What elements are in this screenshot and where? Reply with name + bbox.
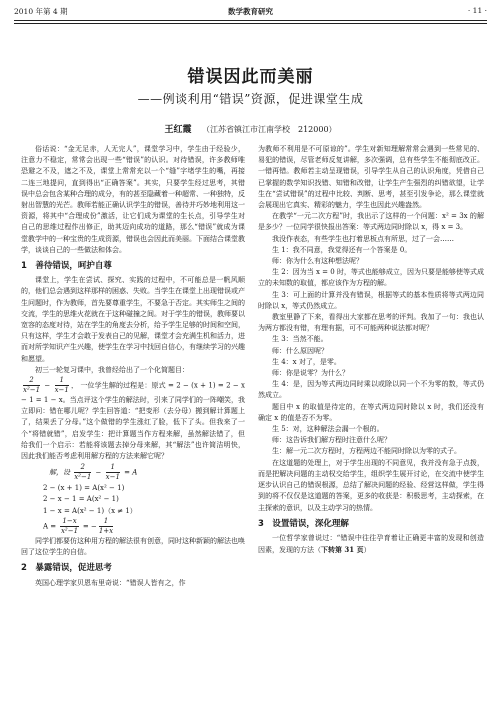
dialogue-line: 生 3：可上面的计算并没有错误，根据等式的基本性质将等式两边同时除以 x，等式仍然成立。 — [258, 290, 484, 310]
article-title: 错误因此而美丽 — [187, 67, 314, 87]
dialogue-line: 生 1：我不同意，我觉得还有一个答案是 0。 — [272, 245, 412, 254]
article-subtitle: ——例谈利用“错误”资源，促进课堂生成 — [137, 92, 364, 106]
right-paragraph-4: 在这道题的处理上，对于学生出现的不同意见，我并没有急于点拨，而是把解决问题的主动权交给学生，组织学生展开讨论，在交流中使学生逐步认识自己的错误根源，总结了解决问题的经验、经营这样做，学生得到的将不仅仅是这道题的答案，更多的收获是：积极思考，主动探索，在主探索的意识，以及主动学习的热情。 — [258, 458, 484, 512]
intro-paragraph: 俗话说：“金无足赤，人无完人”，课堂学习中，学生由于经验少，注意力不稳定，常常会出现一些“错误”的认识。对待错误，许多教师唯恐避之不及，遮之不及，课堂上常常充以一个“缝”字堵学生的嘴，再接二连三地提问，直到得出“正确答案”。其实，只要学生经过思考，其错误中总会包含某种合理的成分，有的甚至隐藏着一种超常、一种独特，反射出智慧的光芒。教师若能正确认识学生的错误，善待并巧妙地利用这一资源，将其中“合理成份”激活，让它们成为课堂的生长点，引导学生对自己的思维过程作出修正，助其迈向成功的道路，那么“错误”就成为课堂教学中的一种宝贵的生成资源，错误也会因此而美丽。下面结合课堂教学，谈谈自己的一些做法和体会。 — [21, 145, 245, 254]
dialogue-line: 生 4：是，因为等式两边同时乘以或除以同一个不为零的数，等式仍然成立。 — [258, 380, 484, 400]
solution-step-2: 2 − x − 1 = A(x² − 1) — [43, 495, 119, 504]
right-column — [258, 144, 484, 556]
author-affiliation: （江苏省镇江市江南学校 212000） — [202, 125, 337, 134]
section-2-paragraph: 英国心理学家贝恩布里奇说：“错误人皆有之，作 — [35, 578, 186, 587]
header-rule — [14, 20, 487, 21]
section-3-heading: 3 设置错误，深化理解 — [258, 518, 349, 529]
dialogue-line: 师：你为什么有这种想法呢？ — [272, 257, 363, 266]
section-1-paragraph: 课堂上，学生在尝试、探究、实践的过程中，不可能总是一帆风顺的，他们总会遇到这样那样的困惑、失败。当学生在课堂上出现错误或产生问题时，作为教师，首先要尊重学生，不要急于否定。其实师生之间的交流，学生的思维火花就在于这种碰撞之间。对于学生的错误，教师要以宽容的态度对待，站在学生的角度去分析，给予学生足够的时间和空间，只有这样，学生才会敢于发表自己的见解，课堂才会充满生机和活力，进而对所学知识产生兴趣，使学生在学习中找回自信心，有继续学习的兴趣和愿望。 — [21, 276, 245, 363]
dialogue-line: 生：解一元二次方程时，方程两边不能同时除以为零的式子。 — [272, 447, 461, 456]
right-paragraph-1: 为教师不利用是不可原谅的”。学生对新知理解常常会遇到一些常见的、易犯的错误，尽管老师反复讲解，多次强调，总有些学生不能彻底改正。一错再错。教师若主动呈现错误，引导学生从自己的认识角度，凭借自己已掌握的数学知识找错、知错和改错，让学生产生强烈的纠错欲望，让学生在“尝试错误”的过程中比较、判断、思考，甚至引发争论，那么课堂就会展现出它真实、精彩的魅力，学生也因此兴趣盎然。 — [258, 145, 484, 210]
header-rule-thin — [14, 23, 487, 24]
continued-note: 下转第 31 页 — [321, 545, 364, 555]
dialogue-line: 师：什么原因呢？ — [272, 346, 328, 355]
section-1-example-intro: 初三一轮复习课中，我曾经给出了一个化简题目： — [35, 365, 189, 374]
dialogue-line: 生 5：对，这种解法会漏一个根的。 — [272, 425, 384, 434]
running-header — [14, 6, 487, 20]
fraction-expression: $\frac{2}{\text{x²−1}}$ — [23, 376, 41, 395]
author-name: 王红霞 — [164, 125, 192, 135]
section-3-paragraph: 一位哲学家曾说过：“错误中往往孕育着让正确更丰富的发现和创造因素，发现的方法（下转第 31 页） — [258, 533, 484, 555]
right-paragraph-3: 我没作表态，有些学生也打着思板点有所思，过了一会…… — [272, 234, 454, 243]
dialogue-line: 师：你是说零？为什么？ — [272, 369, 349, 378]
dialogue-line: 题目中 x 的取值是待定的，在等式两边同时除以 x 时，我们还没有确定 x 的值是否不为零。 — [258, 402, 484, 422]
dialogue-line: 生 4：x 对了，是零。 — [272, 357, 341, 366]
solution-result: A = $\frac{1-x}{\text{x²−1}}$ = − $\frac{1}{1+x}$ — [43, 516, 114, 535]
page-number: · 11 · — [467, 6, 487, 15]
left-column — [21, 144, 245, 589]
solution-step-1: 2 − (x + 1) = A(x² − 1) — [43, 484, 125, 493]
student-solution-text: 一位学生解的过程是：原式 = 2 − (x + 1) = 2 − x − 1 = 1 − x。当点评这个学生的解法时，引来了同学们的一阵嘲笑，我立即问：错在哪儿呢？学生回答道：“把变形（去分母）搬到解计算题上了，结果丢了分母。”这个做错的学生涨红了脸，低下了头。但我来了一个“将错就错”，启发学生：把计算题当作方程来解，虽然解法错了，但给我们一个启示：若能将该题去掉分母来解，其“解法”也许简洁明快，因此我们能否考虑利用解方程的方法来解它呢？ — [21, 381, 245, 461]
dialogue-line: 教室里静了下来，看得出大家都在思考的评判。我加了一句：我也认为两方都没有错，有理有据，可不可能两种说法都对呢？ — [258, 313, 484, 333]
dialogue-line: 师：这告诉我们解方程时注意什么呢？ — [272, 436, 391, 445]
journal-name: 数学教育研究 — [228, 7, 273, 16]
solution-setup: 解，设 $\frac{2}{\text{x²−1}}$ − $\frac{1}{x-1}$ = A — [49, 463, 138, 482]
dialogue-line: 生 2：因为当 x = 0 时，等式也能够成立，因为只要是能够使等式成立的未知数的取值，都应该作为方程的解。 — [258, 268, 484, 288]
right-paragraph-2: 在教学“一元二次方程”时，我出示了这样的一个问题：x² = 3x 的解是多少？一位同学很快报出答案：等式两边同时除以 x，得 x = 3。 — [258, 212, 484, 232]
solution-step-3: 1 − x = A(x² − 1)（x ≠ 1） — [43, 506, 137, 515]
section-2-heading: 2 暴露错误，促进思考 — [21, 563, 112, 574]
author-line — [0, 122, 501, 135]
issue-label: 2010 年第 4 期 — [14, 7, 68, 16]
section-1-heading: 1 善待错误，呵护自尊 — [21, 261, 112, 272]
after-equation-paragraph: 同学们都要仿这种用方程的解法很有创意，同时这种新颖的解法也唤回了这位学生的自信。 — [21, 536, 245, 557]
dialogue-line: 生 3：当然不能。 — [272, 335, 328, 344]
equation-line: $\frac{2}{\text{x²−1}}$ − $\frac{1}{x-1}$ ， 一位学生解的过程是：原式 = 2 − (x + 1) = 2 − x − 1 = 1 − x。当点评这个学生的解法时，引来了同学们的一阵嘲笑，我立即问：错在哪儿呢？学生回答道：“把变形（去分母）搬到解计算题上了，结果丢了分母。”这个做错的学生涨红了脸，低下了头。但我来了一个“将错就错”，启发学生：把计算题当作方程来解，虽然解法错了，但给我们一个启示：若能将该题去掉分母来解，其“解法”也许简洁明快，因此我们能否考虑利用解方程的方法来解它呢？ — [21, 376, 245, 461]
